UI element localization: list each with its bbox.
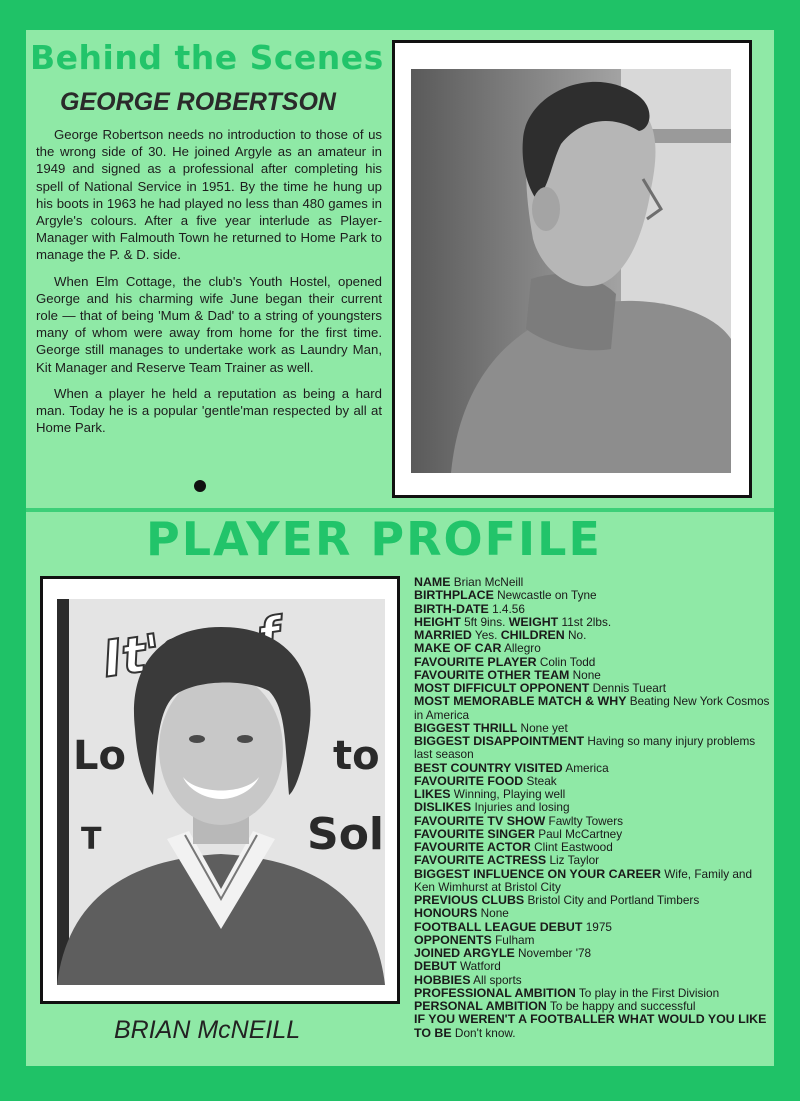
profile-field-row xyxy=(414,669,770,682)
profile-field-value: To play in the First Division xyxy=(578,985,720,1000)
profile-field-value: To be happy and successful xyxy=(549,999,696,1013)
photo-sign-text: to xyxy=(333,733,380,779)
profile-field-row xyxy=(414,815,770,828)
profile-field-value: Paul McCartney xyxy=(538,826,623,841)
profile-field-value: Colin Todd xyxy=(539,654,596,669)
profile-field-label: FAVOURITE ACTRESS xyxy=(414,853,547,868)
profile-field-row xyxy=(414,974,770,987)
profile-field-row xyxy=(414,629,770,642)
profile-field-row xyxy=(414,695,770,722)
profile-field-row xyxy=(414,801,770,814)
profile-field-row xyxy=(414,1000,770,1013)
profile-field-row xyxy=(414,921,770,934)
profile-field-row xyxy=(414,656,770,669)
profile-field-label: FAVOURITE SINGER xyxy=(414,826,535,841)
profile-field-value: Bristol City and Portland Timbers xyxy=(527,893,700,907)
george-robertson-photo xyxy=(411,69,731,473)
profile-field-label: BIGGEST DISAPPOINTMENT xyxy=(414,734,585,748)
profile-field-value: Clint Eastwood xyxy=(534,840,613,854)
profile-field-label: BIGGEST INFLUENCE ON YOUR CAREER xyxy=(414,866,661,881)
photo-sign-text: It's f xyxy=(99,606,284,689)
profile-field-row xyxy=(414,589,770,602)
article-paragraph: George Robertson needs no introduction to those of us the wrong side of 30. He joined Argyle as an amateur in 1949 and signed as a professional after completing his spell of National Service in 1951. By the time he hung up his boots in 1963 he had played no less than 480 games in Argyle's colours. After a five year interlude as Player-Manager with Falmouth Town he returned to Home Park to manage the P. & D. side. xyxy=(36,127,382,263)
profile-field-value: 11st 2lbs. xyxy=(561,614,612,629)
profile-field-label: MARRIED xyxy=(414,628,472,642)
profile-field-label: FAVOURITE OTHER TEAM xyxy=(414,667,570,682)
profile-field-value: 5ft 9ins. xyxy=(464,614,506,629)
profile-field-value: None xyxy=(572,667,601,682)
profile-field-value: Having so many injury problems last season xyxy=(414,734,756,762)
profile-field-label: JOINED ARGYLE xyxy=(414,946,515,960)
profile-field-value: All sports xyxy=(473,972,522,987)
article-paragraph: When a player he held a reputation as being a hard man. Today he is a popular 'gentle'man respected by all at Home Park. xyxy=(36,385,382,436)
profile-field-value: Steak xyxy=(526,773,557,788)
profile-field-value: 1975 xyxy=(585,919,612,934)
profile-field-label: MAKE OF CAR xyxy=(414,641,502,656)
profile-field-row xyxy=(414,907,770,920)
profile-field-label: MOST MEMORABLE MATCH & WHY xyxy=(414,694,627,709)
profile-field-label: PREVIOUS CLUBS xyxy=(414,893,525,907)
profile-field-row xyxy=(414,576,770,589)
profile-field-label: HOBBIES xyxy=(414,972,471,987)
profile-field-label: BIRTHPLACE xyxy=(414,588,494,603)
profile-field-row xyxy=(414,616,770,629)
brian-mcneill-photo-frame xyxy=(40,576,400,1004)
profile-field-value: Watford xyxy=(459,959,501,974)
profile-field-row xyxy=(414,1013,770,1040)
article-body xyxy=(36,126,382,445)
profile-field-value: Injuries and losing xyxy=(474,800,570,815)
profile-field-label: BEST COUNTRY VISITED xyxy=(414,760,563,775)
profile-field-value: 1.4.56 xyxy=(492,601,525,616)
profile-field-value: America xyxy=(565,760,609,775)
profile-field-value: None xyxy=(480,906,509,921)
section-title-behind-the-scenes: Behind the Scenes xyxy=(30,38,384,77)
profile-field-value: Wife, Family and Ken Wimhurst at Bristol City xyxy=(414,866,753,894)
profile-field-row xyxy=(414,788,770,801)
profile-field-label: BIGGEST THRILL xyxy=(414,720,518,735)
profile-field-label: HONOURS xyxy=(414,906,478,921)
profile-field-row xyxy=(414,894,770,907)
profile-field-label: IF YOU WEREN'T A FOOTBALLER WHAT WOULD YOU LIKE TO BE xyxy=(414,1012,767,1040)
profile-field-label: FAVOURITE ACTOR xyxy=(414,840,531,854)
profile-field-label: PROFESSIONAL AMBITION xyxy=(414,985,576,1000)
profile-field-label: PERSONAL AMBITION xyxy=(414,999,547,1013)
bullet-dot xyxy=(194,480,206,492)
profile-field-value: Fawlty Towers xyxy=(548,813,624,828)
profile-field-value: Dennis Tueart xyxy=(592,681,667,695)
profile-field-value: No. xyxy=(568,628,587,642)
profile-field-row xyxy=(414,682,770,695)
profile-field-label: MOST DIFFICULT OPPONENT xyxy=(414,681,590,695)
profile-field-row xyxy=(414,775,770,788)
profile-field-label: CHILDREN xyxy=(500,628,565,642)
profile-field-label: BIRTH-DATE xyxy=(414,601,489,616)
section-title-player-profile: PLAYER PROFILE xyxy=(146,512,602,566)
profile-field-label: FAVOURITE TV SHOW xyxy=(414,813,546,828)
profile-field-value: Winning, Playing well xyxy=(453,787,566,801)
profile-field-row xyxy=(414,868,770,895)
profile-field-row xyxy=(414,735,770,762)
photo-sign-text: Lo xyxy=(73,733,126,779)
profile-field-row xyxy=(414,603,770,616)
player-caption: BRIAN McNEILL xyxy=(114,1016,301,1044)
profile-field-label: HEIGHT xyxy=(414,614,461,629)
profile-field-value: Newcastle on Tyne xyxy=(497,588,597,603)
profile-field-label: DEBUT xyxy=(414,959,457,974)
profile-field-label: DISLIKES xyxy=(414,800,472,815)
profile-field-label: FAVOURITE FOOD xyxy=(414,773,524,788)
profile-field-row xyxy=(414,987,770,1000)
profile-field-value: Yes. xyxy=(474,628,498,642)
profile-field-value: Don't know. xyxy=(454,1025,516,1040)
profile-field-value: None yet xyxy=(520,720,568,735)
profile-field-label: FAVOURITE PLAYER xyxy=(414,654,537,669)
profile-field-row xyxy=(414,934,770,947)
profile-field-row xyxy=(414,722,770,735)
profile-fields-list xyxy=(414,576,770,1040)
profile-field-row xyxy=(414,947,770,960)
photo-sign-text: T xyxy=(81,822,102,857)
article-subject-name: GEORGE ROBERTSON xyxy=(60,88,336,116)
profile-field-value: Fulham xyxy=(495,932,535,947)
profile-field-label: LIKES xyxy=(414,787,451,801)
profile-field-value: Liz Taylor xyxy=(549,853,600,868)
brian-mcneill-photo xyxy=(57,599,385,985)
profile-field-row xyxy=(414,828,770,841)
profile-field-row xyxy=(414,642,770,655)
profile-field-row xyxy=(414,762,770,775)
profile-field-label: NAME xyxy=(414,575,451,589)
profile-field-row xyxy=(414,841,770,854)
profile-field-label: OPPONENTS xyxy=(414,932,492,947)
profile-field-label: WEIGHT xyxy=(508,614,559,629)
profile-field-value: Beating New York Cosmos in America xyxy=(414,694,770,722)
profile-field-value: Allegro xyxy=(504,641,541,656)
article-paragraph: When Elm Cottage, the club's Youth Hostel, opened George and his charming wife June began their current role — that of being 'Mum & Dad' to a string of youngsters many of whom were away from home for the first time. George still manages to undertake work as Laundry Man, Kit Manager and Reserve Team Trainer as well. xyxy=(36,273,382,375)
profile-field-value: Brian McNeill xyxy=(453,575,524,589)
profile-field-row xyxy=(414,854,770,867)
profile-field-label: FOOTBALL LEAGUE DEBUT xyxy=(414,919,583,934)
photo-sign-text: Sol xyxy=(307,809,384,860)
george-robertson-photo-frame xyxy=(392,40,752,498)
profile-field-row xyxy=(414,960,770,973)
profile-field-value: November '78 xyxy=(518,946,592,960)
